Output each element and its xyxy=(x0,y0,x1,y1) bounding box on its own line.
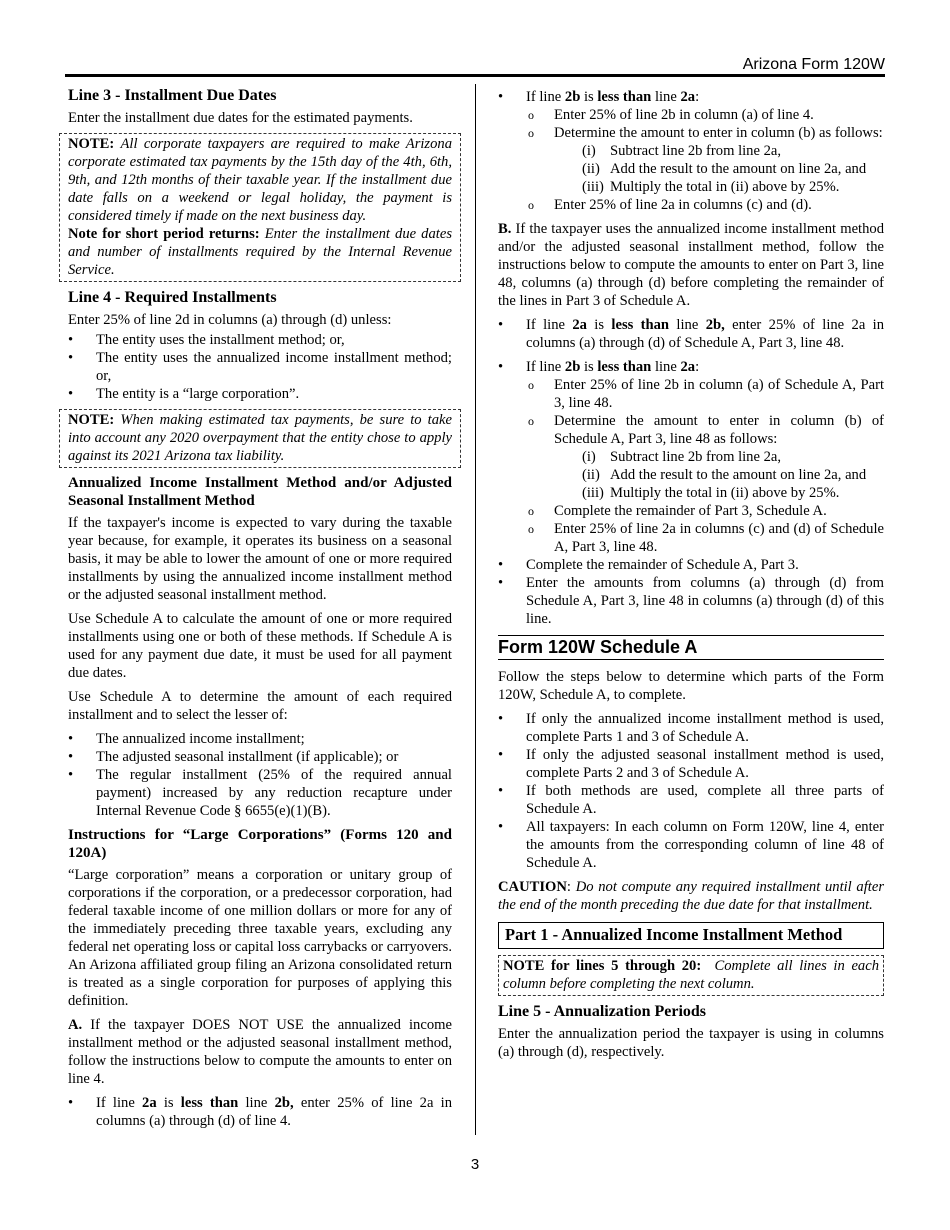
list-item: • Complete the remainder of Schedule A, Part 3. xyxy=(498,556,884,574)
note-installment-dates xyxy=(59,133,461,282)
header-rule xyxy=(65,74,885,77)
list-item: • The entity uses the annualized income installment method; or, xyxy=(68,349,452,385)
roman-item: (iii) Multiply the total in (ii) above by 25%. xyxy=(582,485,840,501)
note-text: When making estimated tax payments, be sure to take into account any 2020 overpayment that the entity chose to apply against its 2021 Arizona tax liability. xyxy=(68,412,452,464)
line4-list xyxy=(68,331,452,403)
sub-list-item: o Enter 25% of line 2a in columns (c) and (d) of Schedule A, Part 3, line 48. xyxy=(526,520,884,556)
roman-item: (i) Subtract line 2b from line 2a, xyxy=(582,143,782,159)
caution: CAUTION: Do not compute any required installment until after the end of the month preceding the due date for that installment. xyxy=(498,879,885,913)
line3-text: Enter the installment due dates for the estimated payments. xyxy=(68,110,413,126)
sub-list-item: o Enter 25% of line 2b in column (a) of line 4. xyxy=(526,106,884,124)
instruction-b: B. If the taxpayer uses the annualized income installment method and/or the adjusted seasonal installment method, follow the instructions below to compute the amounts to enter on Part 3, line 48, columns (a) through (d) before completing the remainder of the lines in Part 3 of Schedule A. xyxy=(498,221,884,309)
list-item: • If line 2a is less than line 2b, enter 25% of line 2a in columns (a) through (d) of Schedule A, Part 3, line 48. xyxy=(498,316,884,352)
list-item: • The entity uses the installment method; or, xyxy=(68,331,452,349)
line5-text: Enter the annualization period the taxpayer is using in columns (a) through (d), respectively. xyxy=(498,1026,884,1060)
paragraph: Use Schedule A to determine the amount of each required installment and to select the lesser of: xyxy=(68,689,452,723)
sub-list-item: o Enter 25% of line 2b in column (a) of Schedule A, Part 3, line 48. xyxy=(526,376,884,412)
note-label: NOTE: xyxy=(68,412,115,428)
line5-heading: Line 5 - Annualization Periods xyxy=(498,1003,707,1020)
instruction-b-list xyxy=(498,316,884,628)
part1-heading: Part 1 - Annualized Income Installment Method xyxy=(505,925,843,944)
sub-list-item: o Determine the amount to enter in column (b) as follows: (i) Subtract line 2b from line 2a, (ii) Add the result to the amount on line 2a, and (iii) Multiply the total in (ii) above by 25%. xyxy=(526,124,884,196)
roman-item: (ii) Add the result to the amount on line 2a, and xyxy=(582,467,867,483)
line4-text: Enter 25% of line 2d in columns (a) through (d) unless: xyxy=(68,312,392,328)
note-text: Enter the installment due dates and number of installments required by the Internal Revenue Service. xyxy=(68,226,452,278)
schedule-a-section-heading xyxy=(498,635,884,660)
roman-item: (ii) Add the result to the amount on line 2a, and xyxy=(582,161,867,177)
list-item: • If only the annualized income installment method is used, complete Parts 1 and 3 of Schedule A. xyxy=(498,710,884,746)
line3-heading: Line 3 - Installment Due Dates xyxy=(68,87,277,104)
list-item: • The adjusted seasonal installment (if applicable); or xyxy=(68,748,452,766)
note-label: NOTE for lines 5 through 20: xyxy=(503,958,702,974)
instruction-a-list xyxy=(68,1094,452,1130)
schedule-a-list xyxy=(498,710,884,872)
sub-list-item: o Enter 25% of line 2a in columns (c) and (d). xyxy=(526,196,884,214)
paragraph: If the taxpayer's income is expected to vary during the taxable year because, for example, it operates its business on a seasonal basis, it may be able to lower the amount of one or more required installments by using the annualized income installment method or the adjusted seasonal installment method. xyxy=(68,515,452,603)
text: the annualized income installment method or the adjusted seasonal installment method, follow the instructions below to compute the amounts to enter on line 4. xyxy=(68,1017,452,1087)
list-item: • If line 2a is less than line 2b, enter 25% of line 2a in columns (a) through (d) of line 4. xyxy=(68,1094,452,1130)
sub-list xyxy=(526,106,884,214)
note-lines-5-20 xyxy=(498,955,884,996)
schedule-a-title: Form 120W Schedule A xyxy=(498,637,698,657)
roman-list xyxy=(554,448,884,502)
instruction-a-list-continued xyxy=(498,88,884,214)
list-item: • If line 2b is less than line 2a: o Enter 25% of line 2b in column (a) of line 4. o Determine the amount to enter in column (b) as follows: (i) Subtract line 2b from line 2a, (ii) Add the result to the amount on line 2a, and (iii) Multiply the total in (ii) above by 25%. o Enter 25% of line 2a in columns (c) and (d). xyxy=(498,88,884,214)
instruction-a xyxy=(68,1016,452,1088)
list-item: • The entity is a “large corporation”. xyxy=(68,385,452,403)
list-item: • Enter the amounts from columns (a) through (d) from Schedule A, Part 3, line 48 in columns (a) through (d) of this line. xyxy=(498,574,884,628)
roman-list xyxy=(554,142,884,196)
list-item: • All taxpayers: In each column on Form 120W, line 4, enter the amounts from the corresponding column of line 48 of Schedule A. xyxy=(498,818,884,872)
note-label: Note for short period returns: xyxy=(68,226,260,242)
form-title: Arizona Form 120W xyxy=(742,56,885,73)
text: DOES NOT USE xyxy=(192,1017,304,1033)
sub-list-item: o Determine the amount to enter in column (b) of Schedule A, Part 3, line 48 as follows: (i) Subtract line 2b from line 2a, (ii) Add the result to the amount on line 2a, and (iii) Multiply the total in (ii) above by 25%. xyxy=(526,412,884,502)
part1-heading-box xyxy=(498,922,884,949)
list-item: • If line 2b is less than line 2a: o Enter 25% of line 2b in column (a) of Schedule A, Part 3, line 48. o Determine the amount to enter in column (b) of Schedule A, Part 3, line 48 as follows: (i) Subtract line 2b from line 2a, (ii) Add the result to the amount on line 2a, and (iii) Multiply the total in (ii) above by 25%. o Complete the remainder of Part 3, Schedule A. o Enter 25% of line 2a in columns (c) and (d) of Schedule A, Part 3, line 48. xyxy=(498,358,884,556)
right-column xyxy=(498,88,884,1067)
note-text: All corporate taxpayers are required to make Arizona corporate estimated tax payments by the 15th day of the 4th, 6th, 9th, and 12th months of their taxable year. If the installment due date falls on a weekend or legal holiday, the payment is considered timely if made on the next business day. xyxy=(68,136,452,224)
note-overpayment xyxy=(59,409,461,468)
paragraph: Use Schedule A to calculate the amount of one or more required installments using one or both of these methods. If Schedule A is used for any payment due date, it must be used for all payment due dates. xyxy=(68,611,452,681)
instruction-b-label: B. xyxy=(498,221,512,237)
caution-text: Do not compute any required installment until after the end of the month preceding the due date for that installment. xyxy=(498,879,885,913)
annualized-heading: Annualized Income Installment Method and/or Adjusted Seasonal Installment Method xyxy=(68,475,452,509)
lesser-of-list xyxy=(68,730,452,820)
column-divider xyxy=(475,84,476,1135)
roman-item: (iii) Multiply the total in (ii) above by 25%. xyxy=(582,179,840,195)
line4-heading: Line 4 - Required Installments xyxy=(68,289,277,306)
list-item: • The regular installment (25% of the required annual payment) increased by any reduction recapture under Internal Revenue Code § 6655(e)(1)(B). xyxy=(68,766,452,820)
list-item: • The annualized income installment; xyxy=(68,730,452,748)
page-number: 3 xyxy=(470,1156,480,1173)
left-column xyxy=(68,86,452,1136)
instruction-a-label: A. xyxy=(68,1017,83,1033)
roman-item: (i) Subtract line 2b from line 2a, xyxy=(582,449,782,465)
list-item: • If both methods are used, complete all three parts of Schedule A. xyxy=(498,782,884,818)
text: If the taxpayer xyxy=(90,1017,185,1033)
list-item: • If only the adjusted seasonal installment method is used, complete Parts 2 and 3 of Schedule A. xyxy=(498,746,884,782)
note-text: Complete all lines in each column before completing the next column. xyxy=(503,958,879,992)
schedule-a-intro: Follow the steps below to determine which parts of the Form 120W, Schedule A, to complete. xyxy=(498,669,884,703)
sub-list xyxy=(526,376,884,556)
sub-list-item: o Complete the remainder of Part 3, Schedule A. xyxy=(526,502,884,520)
large-corporations-heading: Instructions for “Large Corporations” (Forms 120 and 120A) xyxy=(68,827,452,861)
note-label: NOTE: xyxy=(68,136,115,152)
paragraph: “Large corporation” means a corporation or unitary group of corporations if the corporation, or a predecessor corporation, had federal taxable income of one million dollars or more for any of the immediately preceding three taxable years, excluding any federal net operating loss or capital loss carrybacks or carryovers. An Arizona affiliated group filing an Arizona consolidated return is treated as a single corporation for purposes of applying this definition. xyxy=(68,867,452,1009)
caution-label: CAUTION xyxy=(498,879,567,895)
